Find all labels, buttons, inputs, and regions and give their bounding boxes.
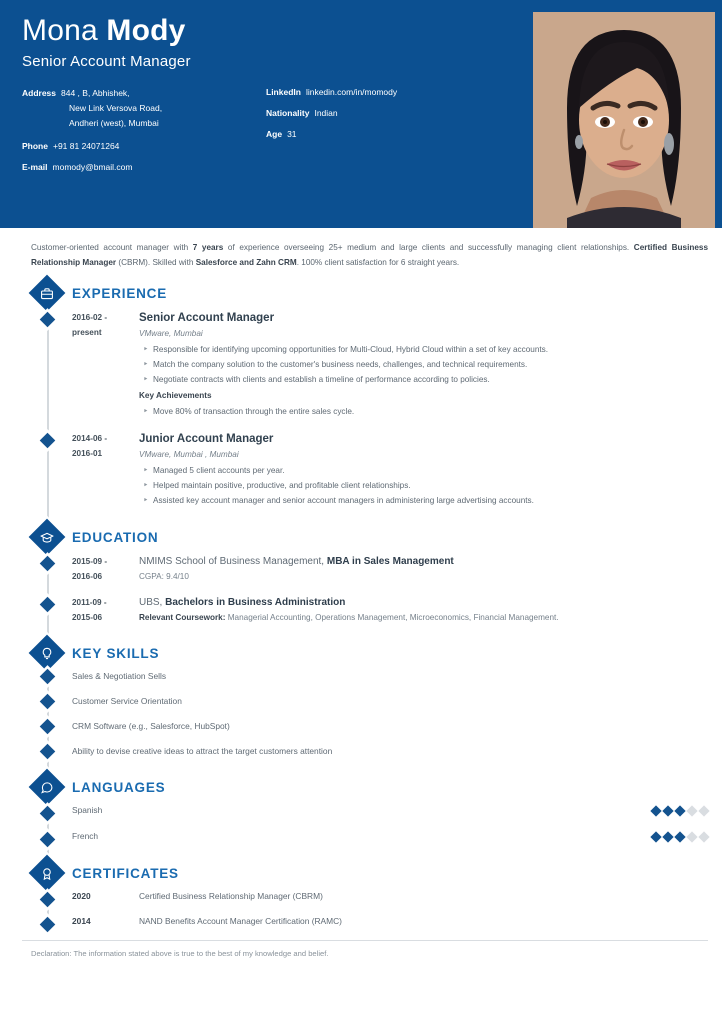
certificate-name: NAND Benefits Account Manager Certification (RAMC) — [139, 916, 342, 926]
summary-part-3: (CBRM). Skilled with — [116, 258, 196, 267]
job-title: Senior Account Manager — [22, 53, 191, 70]
summary-part-1: Customer-oriented account manager with — [31, 243, 193, 252]
company-name: VMware, Mumbai — [139, 329, 203, 338]
section-title: EXPERIENCE — [72, 285, 168, 301]
language-rating — [652, 833, 708, 841]
graduation-cap-icon — [29, 519, 66, 556]
rating-diamond-filled — [662, 831, 673, 842]
job-role: Senior Account Manager — [139, 312, 275, 324]
resume-body — [0, 228, 722, 960]
timeline-bullet-icon — [39, 892, 55, 908]
contact-label: LinkedIn — [266, 87, 301, 97]
language-item — [0, 804, 722, 817]
date-start: 2015-09 - — [72, 557, 108, 566]
rating-diamond-empty — [698, 805, 709, 816]
contact-row-linkedin — [266, 86, 506, 98]
duty-item: ‣ Managed 5 client accounts per year. — [153, 464, 708, 478]
summary-bold-2: Certified Business Relationship Manager — [31, 243, 709, 267]
education-detail-value: CGPA: 9.4/10 — [139, 572, 189, 581]
duty-list — [139, 343, 708, 387]
degree-name: MBA in Sales Management — [326, 556, 454, 567]
contact-row-address — [22, 86, 266, 101]
duty-item: ‣ Match the company solution to the customer's business needs, challenges, and technical requirements. — [153, 358, 708, 372]
address-line-2: New Link Versova Road, — [69, 103, 163, 113]
education-detail-value: Managerial Accounting, Operations Management, Microeconomics, Financial Management. — [225, 613, 559, 622]
last-name: Mody — [106, 14, 186, 47]
skill-item — [0, 695, 722, 708]
timeline-bullet-icon — [39, 806, 55, 822]
job-role: Junior Account Manager — [139, 433, 274, 445]
rating-diamond-filled — [674, 805, 685, 816]
section-header-experience — [0, 276, 722, 310]
timeline-bullet-icon — [39, 669, 55, 685]
certificate-item — [0, 890, 722, 903]
achievement-list — [139, 405, 708, 419]
skill-label: CRM Software (e.g., Salesforce, HubSpot) — [72, 721, 230, 731]
date-start: 2016-02 - — [72, 313, 108, 322]
skill-label: Customer Service Orientation — [72, 696, 182, 706]
rating-diamond-filled — [674, 831, 685, 842]
rating-diamond-empty — [686, 831, 697, 842]
certificate-item — [0, 915, 722, 928]
timeline-bullet-icon — [39, 433, 55, 449]
key-achievements-label: Key Achievements — [139, 391, 212, 400]
education-entry — [0, 554, 722, 584]
entry-dates — [72, 431, 139, 509]
section-header-languages — [0, 770, 722, 804]
date-end: 2016-01 — [72, 449, 103, 458]
contact-label: Phone — [22, 141, 48, 151]
section-title: LANGUAGES — [72, 779, 166, 795]
section-header-education — [0, 520, 722, 554]
language-label: Spanish — [72, 805, 103, 815]
contact-row-email — [22, 161, 266, 173]
contact-value[interactable]: +91 81 24071264 — [52, 141, 120, 151]
contact-value: 844 , B, Abhishek, — [61, 88, 130, 98]
duty-item: ‣ Assisted key account manager and senior account managers in administering large advertising accounts. — [153, 494, 708, 508]
rating-diamond-empty — [686, 805, 697, 816]
education-detail — [139, 611, 708, 625]
language-item — [0, 830, 722, 843]
lightbulb-icon — [29, 635, 66, 672]
contact-label: Nationality — [266, 108, 310, 118]
language-label: French — [72, 831, 99, 841]
contact-row-nationality — [266, 107, 506, 119]
summary-bold-1: 7 years — [192, 243, 224, 252]
achievement-item: ‣ Move 80% of transaction through the entire sales cycle. — [153, 405, 708, 419]
entry-dates — [72, 310, 139, 420]
contact-value[interactable]: momody@bmail.com — [52, 162, 133, 172]
school-and-degree — [139, 595, 708, 611]
education-detail-label: Relevant Coursework: — [139, 613, 226, 622]
contact-row-phone — [22, 140, 266, 152]
timeline-bullet-icon — [39, 312, 55, 328]
school-name: UBS, — [139, 597, 166, 608]
rating-diamond-filled — [650, 831, 661, 842]
contact-label: Address — [22, 88, 57, 98]
section-title: EDUCATION — [72, 529, 159, 545]
timeline-bullet-icon — [39, 556, 55, 572]
rating-diamond-filled — [662, 805, 673, 816]
timeline-bullet-icon — [39, 694, 55, 710]
skill-item — [0, 720, 722, 733]
section-experience — [0, 276, 722, 509]
contact-label: E-mail — [22, 162, 48, 172]
contact-row-age — [266, 128, 506, 140]
entry-dates — [72, 595, 139, 625]
rating-diamond-empty — [698, 831, 709, 842]
timeline-sections — [0, 276, 722, 928]
declaration-text: Declaration: The information stated above is true to the best of my knowledge and belief. — [31, 949, 329, 958]
certificate-name: Certified Business Relationship Manager (CBRM) — [139, 891, 323, 901]
experience-entry — [0, 431, 722, 509]
section-title: KEY SKILLS — [72, 645, 160, 661]
summary-part-2: of experience overseeing 25+ medium and large clients and successfully managing client relationships. — [223, 243, 634, 252]
language-rating — [652, 807, 708, 815]
date-start: 2014-06 - — [72, 434, 108, 443]
section-key-skills — [0, 636, 722, 758]
education-detail — [139, 570, 708, 584]
entry-dates — [72, 554, 139, 584]
duty-list — [139, 464, 708, 508]
first-name: Mona — [22, 14, 107, 47]
section-certificates — [0, 856, 722, 928]
briefcase-icon — [29, 275, 66, 312]
experience-entry — [0, 310, 722, 420]
section-header-key-skills — [0, 636, 722, 670]
date-start: 2011-09 - — [72, 598, 107, 607]
timeline-bullet-icon — [39, 597, 55, 613]
professional-summary — [0, 228, 722, 276]
resume-header — [0, 0, 722, 228]
timeline-bullet-icon — [39, 744, 55, 760]
avatar — [533, 12, 715, 228]
speech-bubble-icon — [29, 769, 66, 806]
certificate-year: 2014 — [72, 916, 91, 926]
section-title: CERTIFICATES — [72, 865, 179, 881]
section-header-certificates — [0, 856, 722, 890]
summary-part-4: . 100% client satisfaction for 6 straight years. — [296, 258, 460, 267]
timeline-bullet-icon — [39, 719, 55, 735]
contact-value: 31 — [287, 129, 297, 139]
contact-column-right — [266, 86, 506, 182]
skill-label: Ability to devise creative ideas to attract the target customers attention — [72, 746, 333, 756]
school-and-degree — [139, 554, 708, 570]
school-name: NMIMS School of Business Management, — [139, 556, 327, 567]
timeline-bullet-icon — [39, 917, 55, 933]
date-end: present — [72, 328, 102, 337]
degree-name: Bachelors in Business Administration — [165, 597, 346, 608]
date-end: 2016-06 — [72, 572, 103, 581]
duty-item: ‣ Negotiate contracts with clients and establish a timeline of performance according to policies. — [153, 373, 708, 387]
address-block — [22, 86, 266, 131]
education-entry — [0, 595, 722, 625]
rating-diamond-filled — [650, 805, 661, 816]
contact-value[interactable]: linkedin.com/in/momody — [305, 87, 398, 97]
skill-item — [0, 745, 722, 758]
contact-label: Age — [266, 129, 283, 139]
certificate-year: 2020 — [72, 891, 91, 901]
contact-column-left — [22, 86, 266, 182]
skill-label: Sales & Negotiation Sells — [72, 671, 167, 681]
section-languages — [0, 770, 722, 843]
duty-item: ‣ Helped maintain positive, productive, and profitable client relationships. — [153, 479, 708, 493]
duty-item: ‣ Responsible for identifying upcoming opportunities for Multi-Cloud, Hybrid Cloud within a set of key accounts. — [153, 343, 708, 357]
summary-bold-3: Salesforce and Zahn CRM — [195, 258, 297, 267]
skill-item — [0, 670, 722, 683]
address-line-3: Andheri (west), Mumbai — [69, 118, 159, 128]
contact-value: Indian — [314, 108, 338, 118]
date-end: 2015-06 — [72, 613, 103, 622]
award-badge-icon — [29, 855, 66, 892]
section-education — [0, 520, 722, 625]
timeline-bullet-icon — [39, 832, 55, 848]
company-name: VMware, Mumbai , Mumbai — [139, 450, 239, 459]
